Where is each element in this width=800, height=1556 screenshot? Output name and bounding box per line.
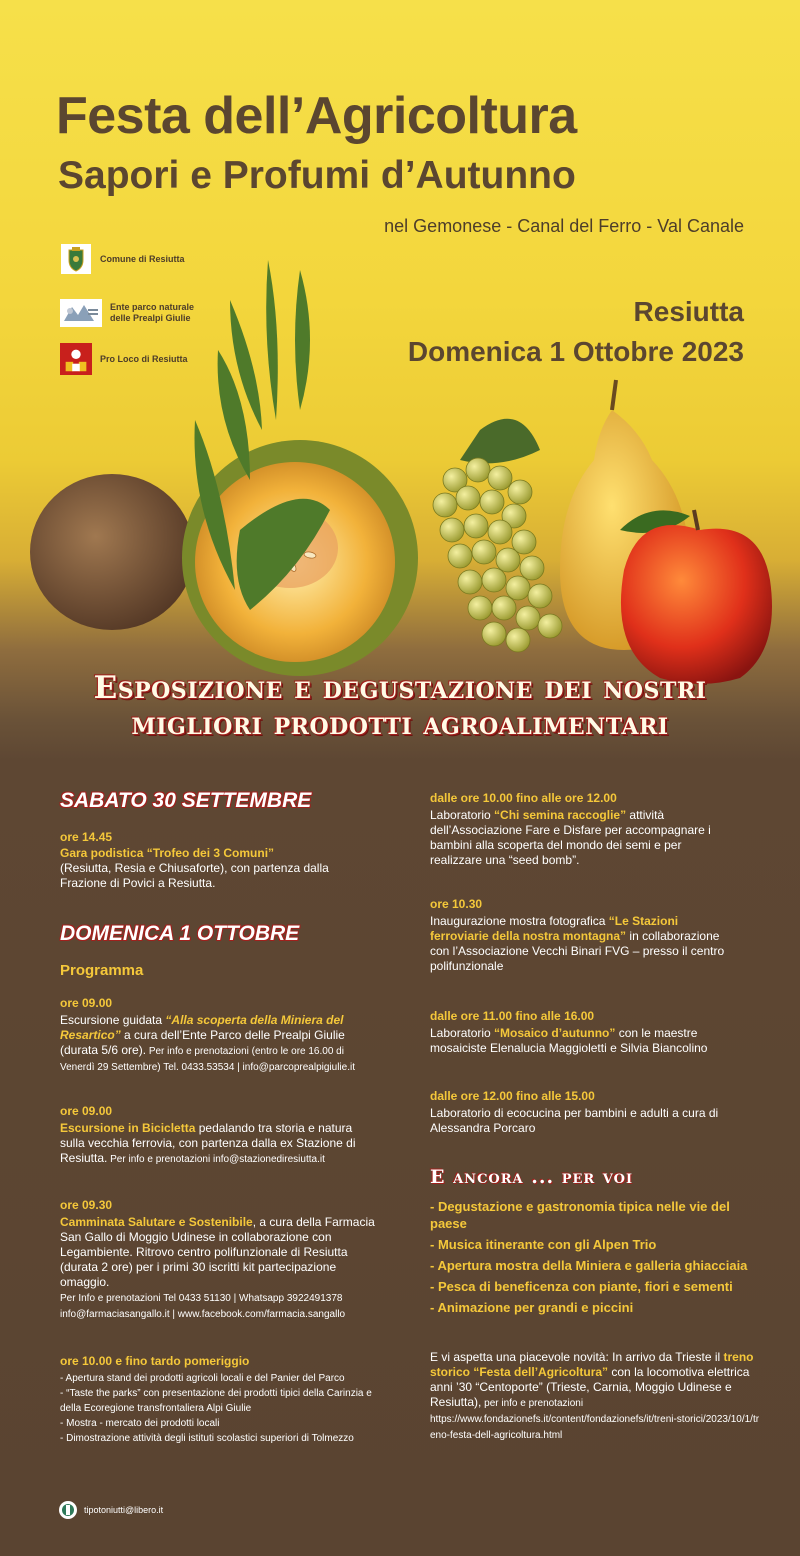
- event-text: con le maestre mosaiciste Elenalucia Maggioletti e Silvia Biancolino: [430, 1026, 708, 1055]
- event-guided-hike: [60, 1013, 380, 1075]
- event-time: ore 09.00: [60, 1104, 113, 1118]
- event-seeds-lab: [430, 808, 730, 868]
- event-walk: [60, 1215, 380, 1322]
- event-info: Per Info e prenotazioni Tel 0433 51130 | Whatsapp 3922491378 info@farmaciasangallo.it | www.facebook.com/farmacia.sangallo: [60, 1293, 346, 1320]
- event-text: Laboratorio: [430, 1026, 495, 1040]
- event-name: Escursione in Bicicletta: [60, 1121, 196, 1135]
- programma-label: Programma: [60, 962, 144, 979]
- event-info: Per info e prenotazioni (entro le ore 16.00 di Venerdì 29 Settembre) Tel. 0433.53534 | info@parcoprealpigiulie.it: [60, 1046, 355, 1073]
- event-info: Per info e prenotazioni info@stazionediresiutta.it: [107, 1154, 325, 1165]
- sponsor-label: Comune di Resiutta: [100, 253, 185, 264]
- headline: [0, 670, 800, 742]
- sunday-title: DOMENICA 1 OTTOBRE: [60, 922, 300, 945]
- event-name: “Chi semina raccoglie”: [494, 808, 627, 822]
- headline-line-2: migliori prodotti agroalimentari: [131, 706, 669, 742]
- event-stands: [60, 1371, 390, 1446]
- leaf-icon: [266, 260, 278, 420]
- event-time: ore 09.00: [60, 996, 113, 1010]
- train-text: con la locomotiva elettrica anni ’30 “Centoporte” (Trieste, Carnia, Moggio Udinese e Resiutta),: [430, 1365, 750, 1409]
- event-date: Domenica 1 Ottobre 2023: [407, 336, 744, 367]
- event-name: Camminata Salutare e Sostenibile: [60, 1215, 253, 1229]
- train-link[interactable]: https://www.fondazionefs.it/content/fondazionefs/it/treni-storici/2023/10/1/treno-festa-dell-agricoltura.html: [430, 1414, 760, 1441]
- event-time: dalle ore 11.00 fino alle 16.00: [430, 1009, 595, 1023]
- event-text: Inaugurazione mostra fotografica: [430, 914, 609, 928]
- event-ecocooking: Laboratorio di ecocucina per bambini e adulti a cura di Alessandra Porcaro: [430, 1106, 719, 1135]
- saturday-event-details: (Resiutta, Resia e Chiusaforte), con partenza dalla Frazione di Povici a Resiutta.: [60, 861, 329, 890]
- event-text: Laboratorio: [430, 808, 495, 822]
- list-item: - Apertura mostra della Miniera e galleria ghiacciaia: [430, 1258, 748, 1273]
- train-name: treno storico “Festa dell’Agricoltura”: [430, 1350, 754, 1379]
- event-time: ore 10.00 e fino tardo pomeriggio: [60, 1354, 250, 1368]
- list-item: - Pesca di beneficenza con piante, fiori e sementi: [430, 1279, 733, 1294]
- event-text: pedalando tra storia e natura sulla vecchia ferrovia, con partenza dalla ex Stazione di Resiutta.: [60, 1121, 356, 1165]
- event-time: dalle ore 10.00 fino alle ore 12.00: [430, 791, 617, 805]
- train-text: E vi aspetta una piacevole novità: In arrivo da Trieste il: [430, 1350, 724, 1364]
- train-info: per info e prenotazioni: [481, 1398, 584, 1409]
- sponsor-label: Ente parco naturale delle Prealpi Giulie: [110, 302, 195, 323]
- regions-line: nel Gemonese - Canal del Ferro - Val Canale: [384, 216, 744, 236]
- event-text: , a cura della Farmacia San Gallo di Moggio Udinese in collaborazione con Legambiente. Ritrovo centro polifunzionale di Resiutta (durata 2 ore) per i primi 30 iscritti kit partecipazione omaggio.: [60, 1215, 375, 1289]
- event-text: Escursione guidata: [60, 1013, 166, 1027]
- festival-subtitle: Sapori e Profumi d’Autunno: [58, 154, 576, 197]
- event-photo-exhibit: [430, 914, 740, 974]
- event-place: Resiutta: [633, 296, 744, 327]
- saturday-time: ore 14.45: [60, 830, 113, 844]
- saturday-event-name: Gara podistica “Trofeo dei 3 Comuni”: [60, 846, 275, 860]
- list-item: - Apertura stand dei prodotti agricoli locali e del Panier del Parco: [60, 1373, 345, 1384]
- sponsor-label: Pro Loco di Resiutta: [100, 353, 188, 364]
- saturday-event: [60, 846, 360, 891]
- list-item: - Dimostrazione attività degli istituti scolastici superiori di Tolmezzo: [60, 1433, 354, 1444]
- printer-logo-icon: [58, 1500, 78, 1520]
- list-item: - Musica itinerante con gli Alpen Trio: [430, 1237, 657, 1252]
- potato-icon: [30, 474, 194, 630]
- train-notice: [430, 1350, 760, 1443]
- saturday-title: SABATO 30 SETTEMBRE: [60, 789, 312, 812]
- event-bike-tour: [60, 1121, 380, 1167]
- event-name: “Alla scoperta della Miniera del Resartico”: [60, 1013, 344, 1042]
- event-name: “Le Stazioni ferroviarie della nostra montagna”: [430, 914, 679, 943]
- list-item: - Animazione per grandi e piccini: [430, 1300, 634, 1315]
- festival-title: Festa dell’Agricoltura: [56, 87, 577, 145]
- list-item: - Mostra - mercato dei prodotti locali: [60, 1418, 220, 1429]
- grapes-icon: [433, 458, 562, 652]
- contact-email[interactable]: tipotoniutti@libero.it: [84, 1505, 164, 1515]
- event-time: ore 10.30: [430, 897, 483, 911]
- event-text: in collaborazione con l’Associazione Vecchi Binari FVG – presso il centro polifunzionale: [430, 929, 725, 973]
- event-text: attività dell’Associazione Fare e Disfare per accompagnare i bambini alla scoperta del mondo dei semi e per realizzare una “seed bomb”.: [430, 808, 711, 867]
- event-time: dalle ore 12.00 fino alle 15.00: [430, 1089, 595, 1103]
- ancora-list: [430, 1198, 770, 1320]
- apple-icon: [621, 525, 772, 684]
- printer-contact: [58, 1500, 163, 1520]
- produce-illustration: [0, 230, 800, 690]
- headline-line-1: Esposizione e degustazione dei nostri: [93, 670, 707, 706]
- list-item: - “Taste the parks” con presentazione dei prodotti tipici della Carinzia e della Ecoregione transfrontaliera Alpi Giulie: [60, 1388, 372, 1414]
- list-item: - Degustazione e gastronomia tipica nelle vie del paese: [430, 1199, 730, 1231]
- event-text: a cura dell’Ente Parco delle Prealpi Giulie (durata 5/6 ore).: [60, 1028, 345, 1057]
- event-mosaic-lab: [430, 1026, 740, 1056]
- ancora-title: E ancora ... per voi: [430, 1166, 634, 1188]
- event-time: ore 09.30: [60, 1198, 113, 1212]
- event-name: “Mosaico d’autunno”: [494, 1026, 616, 1040]
